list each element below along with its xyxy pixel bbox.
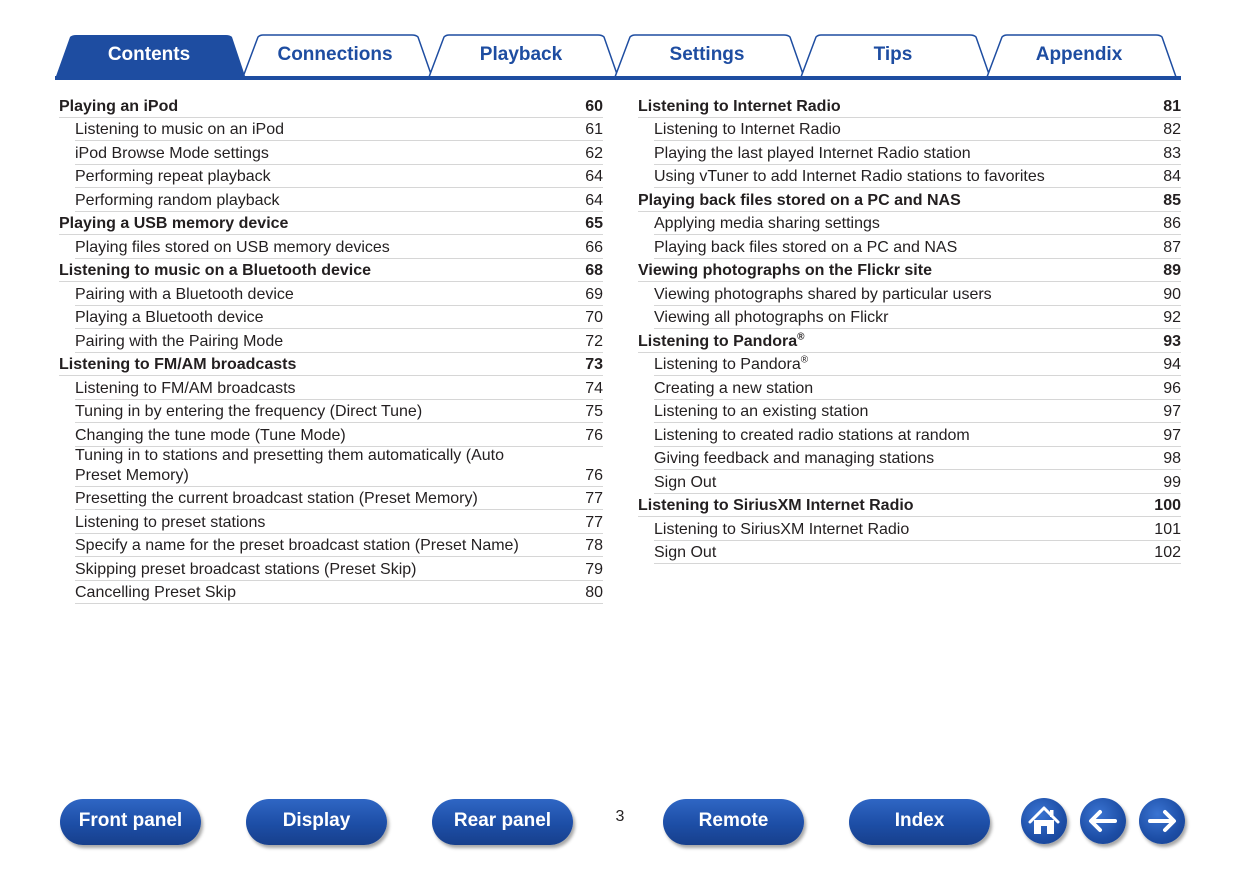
toc-page: 62 xyxy=(585,144,603,162)
toc-page: 83 xyxy=(1163,144,1181,162)
toc-title: Viewing photographs on the Flickr site xyxy=(638,262,932,279)
toc-entry[interactable] xyxy=(75,510,603,534)
toc-title: Sign Out xyxy=(654,473,717,491)
toc-title: Pairing with a Bluetooth device xyxy=(75,285,294,303)
toc-title: Listening to created radio stations at random xyxy=(654,426,970,444)
toc-title: Performing repeat playback xyxy=(75,168,271,185)
toc-title: Cancelling Preset Skip xyxy=(75,584,236,601)
toc-entry[interactable] xyxy=(654,541,1181,565)
toc-title: Skipping preset broadcast stations (Preset Skip) xyxy=(75,560,417,578)
toc-page: 69 xyxy=(585,285,603,303)
toc-entry[interactable] xyxy=(75,447,603,487)
toc-page: 74 xyxy=(585,379,603,397)
display-button[interactable]: Display xyxy=(246,799,387,845)
toc-page: 82 xyxy=(1163,121,1181,138)
toc-entry[interactable] xyxy=(654,165,1181,189)
toc-title: Sign Out xyxy=(654,544,717,561)
toc-entry[interactable] xyxy=(654,141,1181,165)
toc-title: Listening to an existing station xyxy=(654,403,869,420)
toc-heading[interactable] xyxy=(638,494,1181,518)
toc-entry[interactable] xyxy=(75,235,603,259)
toc-title: Performing random playback xyxy=(75,191,280,209)
tab-underline xyxy=(55,76,1181,80)
toc-entry[interactable] xyxy=(654,400,1181,424)
tab-tips[interactable]: Tips xyxy=(873,44,913,65)
toc-page: 98 xyxy=(1163,450,1181,467)
toc-heading[interactable] xyxy=(638,188,1181,212)
toc-entry[interactable] xyxy=(75,188,603,212)
toc-entry[interactable] xyxy=(75,118,603,142)
toc-entry[interactable] xyxy=(75,165,603,189)
toc-title: Listening to SiriusXM Internet Radio xyxy=(654,520,910,538)
toc-page: 65 xyxy=(585,215,603,232)
toc-title: Playing a USB memory device xyxy=(59,215,289,232)
toc-title: Giving feedback and managing stations xyxy=(654,450,935,467)
toc-title: Playing files stored on USB memory devices xyxy=(75,238,390,256)
toc-page: 64 xyxy=(585,168,603,185)
toc-page: 75 xyxy=(585,403,603,420)
toc-title: Listening to FM/AM broadcasts xyxy=(75,379,296,397)
toc-heading[interactable] xyxy=(59,259,603,283)
arrow-left-icon xyxy=(1080,798,1126,844)
toc-title: Creating a new station xyxy=(654,379,814,397)
toc-page: 76 xyxy=(585,466,603,484)
arrow-right-icon xyxy=(1139,798,1185,844)
toc-page: 96 xyxy=(1163,379,1181,397)
forward-button[interactable] xyxy=(1139,798,1185,844)
toc-page: 60 xyxy=(585,97,603,115)
toc-page: 87 xyxy=(1163,238,1181,256)
toc-page: 85 xyxy=(1163,191,1181,209)
toc-title: Listening to preset stations xyxy=(75,513,266,531)
tab-appendix[interactable]: Appendix xyxy=(1035,44,1123,65)
toc-page: 89 xyxy=(1163,262,1181,279)
toc-page: 61 xyxy=(585,121,603,138)
toc-page: 79 xyxy=(585,560,603,578)
toc-page: 92 xyxy=(1163,309,1181,326)
toc-title: Playing a Bluetooth device xyxy=(75,309,264,326)
toc-entry[interactable] xyxy=(75,534,603,558)
toc-entry[interactable] xyxy=(654,353,1181,377)
toc-entry[interactable] xyxy=(75,487,603,511)
toc-entry[interactable] xyxy=(654,447,1181,471)
toc-entry[interactable] xyxy=(654,235,1181,259)
toc-entry[interactable] xyxy=(75,400,603,424)
toc-entry[interactable] xyxy=(75,423,603,447)
tab-playback[interactable]: Playback xyxy=(479,44,563,65)
toc-page: 97 xyxy=(1163,403,1181,420)
toc-entry[interactable] xyxy=(75,376,603,400)
home-button[interactable] xyxy=(1021,798,1067,844)
toc-title: iPod Browse Mode settings xyxy=(75,144,269,162)
toc-page: 81 xyxy=(1163,97,1181,115)
toc-entry[interactable] xyxy=(654,212,1181,236)
toc-entry[interactable] xyxy=(75,557,603,581)
toc-page: 93 xyxy=(1163,332,1181,350)
toc-page: 73 xyxy=(585,356,603,373)
toc-title: Tuning in to stations and presetting them automatically (Auto Preset Memory) xyxy=(75,446,504,484)
toc-title: Specify a name for the preset broadcast station (Preset Name) xyxy=(75,537,519,554)
toc-title: Listening to Pandora® xyxy=(638,331,805,350)
toc-title: Listening to Pandora® xyxy=(654,354,809,373)
toc-title: Viewing photographs shared by particular users xyxy=(654,285,992,303)
toc-entry[interactable] xyxy=(75,329,603,353)
toc-title: Tuning in by entering the frequency (Direct Tune) xyxy=(75,403,423,420)
tab-contents[interactable]: Contents xyxy=(107,44,191,65)
toc-title: Viewing all photographs on Flickr xyxy=(654,309,889,326)
toc-column-left xyxy=(59,94,603,604)
toc-page: 97 xyxy=(1163,426,1181,444)
toc-title: Playing back files stored on a PC and NAS xyxy=(654,238,958,256)
toc-title: Listening to music on an iPod xyxy=(75,121,285,138)
toc-page: 68 xyxy=(585,262,603,279)
toc-title: Listening to music on a Bluetooth device xyxy=(59,262,372,279)
page-number: 3 xyxy=(615,808,625,825)
toc-page: 70 xyxy=(585,309,603,326)
toc-entry[interactable] xyxy=(654,282,1181,306)
toc-title: Changing the tune mode (Tune Mode) xyxy=(75,426,346,444)
toc-title: Listening to Internet Radio xyxy=(638,97,841,115)
toc-entry[interactable] xyxy=(75,581,603,605)
toc-page: 102 xyxy=(1154,544,1181,561)
toc-page: 94 xyxy=(1163,356,1181,373)
toc-entry[interactable] xyxy=(654,376,1181,400)
toc-entry[interactable] xyxy=(654,470,1181,494)
toc-page: 86 xyxy=(1163,215,1181,232)
toc-page: 72 xyxy=(585,332,603,350)
toc-page: 90 xyxy=(1163,285,1181,303)
toc-entry[interactable] xyxy=(75,306,603,330)
front-panel-button[interactable]: Front panel xyxy=(60,799,201,845)
toc-column-right xyxy=(638,94,1181,564)
toc-heading[interactable] xyxy=(59,353,603,377)
toc-title: Listening to FM/AM broadcasts xyxy=(59,356,297,373)
toc-title: Listening to Internet Radio xyxy=(654,121,841,138)
toc-heading[interactable] xyxy=(638,94,1181,118)
rear-panel-button[interactable]: Rear panel xyxy=(432,799,573,845)
toc-page: 64 xyxy=(585,191,603,209)
back-button[interactable] xyxy=(1080,798,1126,844)
toc-page: 100 xyxy=(1154,497,1181,514)
toc-heading[interactable] xyxy=(638,259,1181,283)
toc-page: 80 xyxy=(585,584,603,601)
toc-page: 99 xyxy=(1163,473,1181,491)
home-icon xyxy=(1021,798,1067,844)
toc-heading[interactable] xyxy=(59,94,603,118)
toc-title: Pairing with the Pairing Mode xyxy=(75,332,284,350)
toc-page: 77 xyxy=(585,513,603,531)
toc-title: Applying media sharing settings xyxy=(654,215,880,232)
remote-button[interactable]: Remote xyxy=(663,799,804,845)
toc-entry[interactable] xyxy=(654,423,1181,447)
toc-title: Playing an iPod xyxy=(59,97,179,115)
toc-entry[interactable] xyxy=(654,517,1181,541)
toc-heading[interactable] xyxy=(638,329,1181,353)
toc-title: Using vTuner to add Internet Radio stations to favorites xyxy=(654,168,1045,185)
toc-page: 84 xyxy=(1163,168,1181,185)
toc-page: 78 xyxy=(585,537,603,554)
toc-entry[interactable] xyxy=(75,282,603,306)
toc-title: Presetting the current broadcast station (Preset Memory) xyxy=(75,490,478,507)
toc-page: 76 xyxy=(585,426,603,444)
toc-entry[interactable] xyxy=(654,306,1181,330)
index-button[interactable]: Index xyxy=(849,799,990,845)
toc-page: 66 xyxy=(585,238,603,256)
toc-entry[interactable] xyxy=(75,141,603,165)
toc-entry[interactable] xyxy=(654,118,1181,142)
toc-page: 77 xyxy=(585,490,603,507)
tab-connections[interactable]: Connections xyxy=(277,44,393,65)
toc-heading[interactable] xyxy=(59,212,603,236)
toc-page: 101 xyxy=(1154,520,1181,538)
toc-title: Playing the last played Internet Radio station xyxy=(654,144,971,162)
tab-settings[interactable]: Settings xyxy=(669,44,745,65)
toc-title: Playing back files stored on a PC and NAS xyxy=(638,191,961,209)
tab-bar xyxy=(0,0,1240,82)
toc-title: Listening to SiriusXM Internet Radio xyxy=(638,497,914,514)
